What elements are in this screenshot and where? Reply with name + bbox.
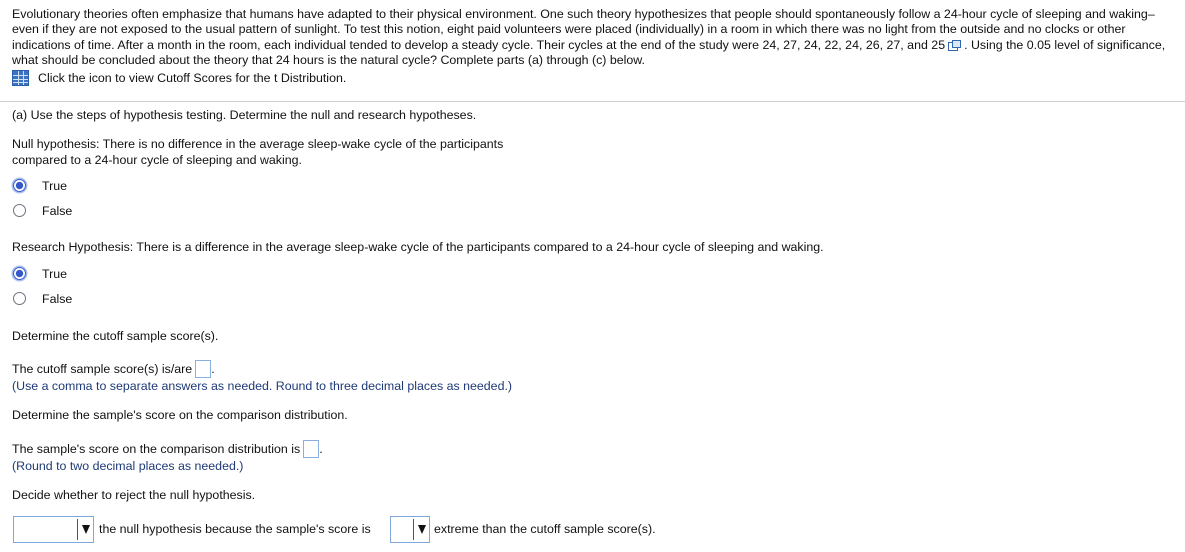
research-false-label[interactable]: False xyxy=(42,292,73,306)
problem-statement xyxy=(12,7,1180,69)
decision-middle-text: the null hypothesis because the sample's score is xyxy=(99,522,371,536)
cutoff-scores-link[interactable] xyxy=(12,70,346,86)
cutoff-period: . xyxy=(211,362,215,376)
section-divider xyxy=(0,101,1185,102)
null-true-label[interactable]: True xyxy=(42,179,68,193)
null-false-label[interactable]: False xyxy=(42,204,73,218)
decision-end-text: extreme than the cutoff sample score(s). xyxy=(434,522,656,536)
sample-score-period: . xyxy=(319,442,323,456)
research-hypothesis: Research Hypothesis: There is a difference in the average sleep-wake cycle of the participants compared to a 24-hour cycle of sleeping and waking. xyxy=(12,240,824,254)
chevron-down-icon[interactable] xyxy=(82,525,90,534)
sample-score-prompt: Determine the sample's score on the comparison distribution. xyxy=(12,408,348,422)
reject-decision-select[interactable] xyxy=(13,516,94,543)
research-false-radio[interactable] xyxy=(13,292,26,305)
cutoff-prompt: Determine the cutoff sample score(s). xyxy=(12,329,219,343)
table-grid-icon[interactable] xyxy=(12,70,29,86)
sample-score-input[interactable] xyxy=(303,440,319,458)
sample-score-row xyxy=(12,440,323,458)
cutoff-input[interactable] xyxy=(195,360,211,378)
problem-text: Evolutionary theories often emphasize that humans have adapted to their physical environment. One such theory hypothesizes that people should spontaneously follow a 24-hour cycle of sleeping and waking–even if they are not exposed to the usual pattern of sunlight. To test this notion, eight paid volunteers were placed (individually) in a room in which there was no light from the outside and no clocks or other indications of time. After a month in the room, each individual tended to develop a steady cycle. Their cycles at the end of the study were 24, 27, 24, 22, 24, 26, 27, and 25 xyxy=(12,7,1155,52)
part-a-heading: (a) Use the steps of hypothesis testing. Determine the null and research hypotheses. xyxy=(12,108,477,122)
cutoff-link-label[interactable]: Click the icon to view Cutoff Scores for the t Distribution. xyxy=(38,71,347,85)
copy-data-icon[interactable] xyxy=(948,40,961,51)
decide-prompt: Decide whether to reject the null hypothesis. xyxy=(12,488,256,502)
null-hypothesis-line2: compared to a 24-hour cycle of sleeping and waking. xyxy=(12,153,302,167)
cutoff-label: The cutoff sample score(s) is/are xyxy=(12,362,193,376)
research-true-radio[interactable] xyxy=(13,267,26,280)
comparison-select[interactable] xyxy=(390,516,430,543)
chevron-down-icon[interactable] xyxy=(418,525,426,534)
cutoff-answer-row xyxy=(12,360,215,378)
problem-text-continued: . Using the 0.05 level of significance, what should be concluded about the theory that 24 hours is the natural cycle? Complete parts (a) through (c) below. xyxy=(12,37,1166,68)
null-hypothesis-line1: Null hypothesis: There is no difference in the average sleep-wake cycle of the participants xyxy=(12,137,504,151)
cutoff-hint: (Use a comma to separate answers as needed. Round to three decimal places as needed.) xyxy=(12,379,513,393)
sample-score-label: The sample's score on the comparison distribution is xyxy=(12,442,301,456)
sample-score-hint: (Round to two decimal places as needed.) xyxy=(12,459,244,473)
research-true-label[interactable]: True xyxy=(42,267,68,281)
null-true-radio[interactable] xyxy=(13,179,26,192)
null-false-radio[interactable] xyxy=(13,204,26,217)
